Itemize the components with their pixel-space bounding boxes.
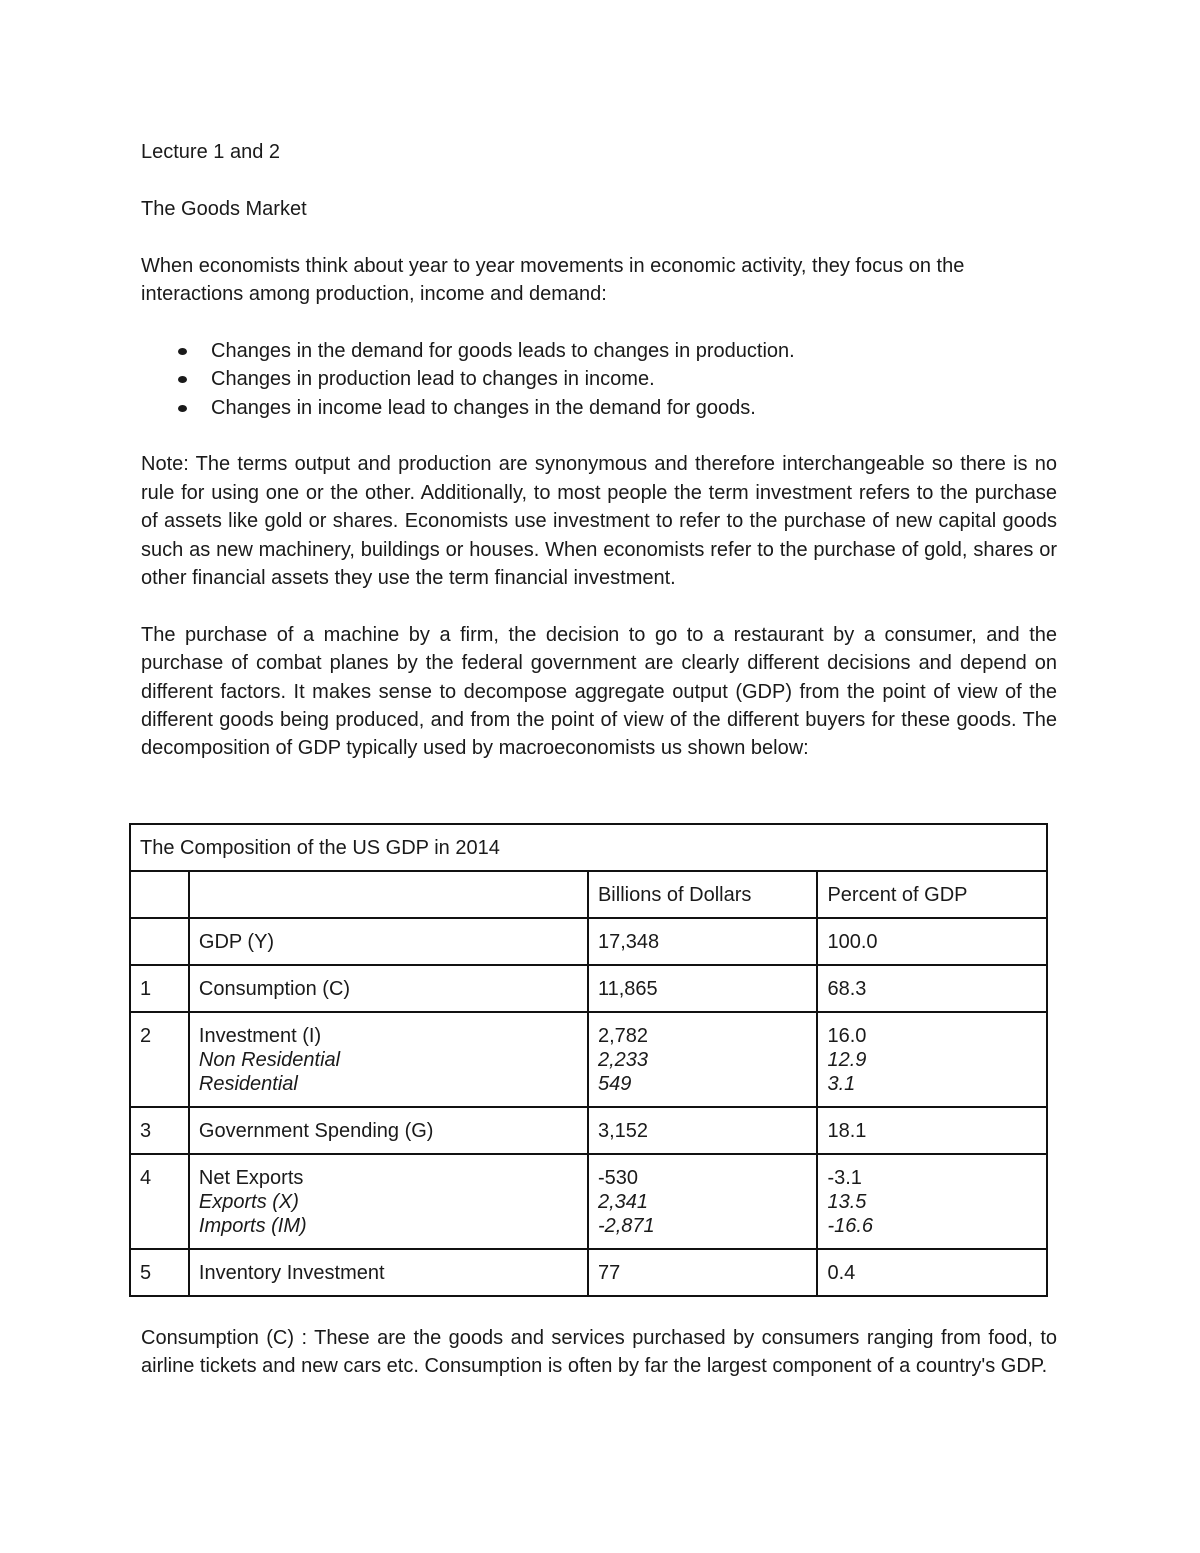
row-label-cell — [189, 1249, 588, 1296]
row-percent: 16.0 — [827, 1025, 867, 1047]
row-billions-cell — [588, 965, 817, 1012]
lecture-heading: Lecture 1 and 2 — [141, 141, 280, 163]
table-row — [130, 918, 1047, 965]
header-label-cell — [189, 871, 588, 918]
row-number-cell — [130, 1249, 189, 1296]
sub-row-billions: 2,233 — [597, 1049, 649, 1071]
row-number-cell — [130, 1154, 189, 1249]
row-number: 1 — [140, 978, 152, 1000]
row-percent-cell — [817, 965, 1047, 1012]
sub-row-percent: 13.5 — [827, 1191, 867, 1213]
bullet-icon — [178, 376, 187, 383]
note-paragraph: Note: The terms output and production are synonymous and therefore interchangeable so there is no rule for using one or the other. Additionally, to most people the term investment refers to the purchase of assets like gold or shares. Economists use investment to refer to the purchase of new capital goods such as new machinery, buildings or houses. When economists refer to the purchase of gold, shares or other financial assets they use the term financial investment. — [141, 453, 1057, 590]
row-percent: -3.1 — [827, 1167, 862, 1189]
list-item-text: Changes in income lead to changes in the demand for goods. — [211, 396, 756, 419]
row-number-cell — [130, 1107, 189, 1154]
row-label: Government Spending (G) — [198, 1120, 434, 1142]
bullet-icon — [178, 348, 187, 355]
consumption-section — [141, 1324, 1057, 1381]
row-label: Inventory Investment — [198, 1262, 385, 1284]
row-number: 3 — [140, 1120, 152, 1142]
list-item — [141, 394, 1057, 422]
sub-row-label: Exports (X) — [198, 1191, 299, 1213]
row-label: Net Exports — [198, 1167, 304, 1189]
intro-paragraph: When economists think about year to year movements in economic activity, they focus on the interactions among production, income and demand: — [141, 254, 965, 305]
table-title-row — [130, 824, 1047, 871]
section-title: The Goods Market — [141, 197, 307, 220]
header-billions: Billions of Dollars — [588, 871, 817, 918]
row-label-cell — [189, 918, 588, 965]
consumption-paragraph: Consumption (C) : These are the goods and services purchased by consumers ranging from food, to airline tickets and new cars etc. Consumption is often by far the largest component of a country's GDP. — [141, 1327, 1057, 1378]
row-percent: 100.0 — [827, 931, 878, 953]
row-billions: -530 — [597, 1167, 638, 1189]
row-number-cell — [130, 918, 189, 965]
sub-row-percent: 3.1 — [827, 1073, 856, 1095]
table-row — [130, 1012, 1047, 1107]
table-row — [130, 965, 1047, 1012]
table-header-row — [130, 871, 1047, 918]
row-percent-cell — [817, 1249, 1047, 1296]
sub-row-billions: -2,871 — [597, 1215, 655, 1237]
bullet-icon — [178, 405, 187, 412]
list-item — [141, 365, 1057, 393]
row-billions: 2,782 — [597, 1025, 649, 1047]
gdp-composition-table — [129, 823, 1048, 1297]
header-num-cell — [130, 871, 189, 918]
row-label-cell — [189, 965, 588, 1012]
sub-row-label: Imports (IM) — [198, 1215, 307, 1237]
row-label-cell — [189, 1154, 588, 1249]
row-billions-cell — [588, 1107, 817, 1154]
row-percent-cell — [817, 1012, 1047, 1107]
row-billions-cell — [588, 1012, 817, 1107]
decomposition-paragraph: The purchase of a machine by a firm, the decision to go to a restaurant by a consumer, and the purchase of combat planes by the federal government are clearly different decisions and depend on different factors. It makes sense to decompose aggregate output (GDP) from the point of view of the different goods being produced, and from the point of view of the different buyers for these goods. The decomposition of GDP typically used by macroeconomists us shown below: — [141, 623, 1057, 760]
row-percent: 0.4 — [827, 1262, 856, 1284]
list-item-text: Changes in the demand for goods leads to changes in production. — [211, 339, 795, 362]
row-label: Investment (I) — [198, 1025, 322, 1047]
row-billions: 11,865 — [597, 978, 658, 1000]
table-row — [130, 1249, 1047, 1296]
table-row — [130, 1107, 1047, 1154]
row-number-cell — [130, 965, 189, 1012]
row-label-cell — [189, 1012, 588, 1107]
row-billions: 17,348 — [597, 931, 660, 953]
sub-row-percent: 12.9 — [827, 1049, 867, 1071]
sub-row-billions: 2,341 — [597, 1191, 649, 1213]
row-label: GDP (Y) — [198, 931, 275, 953]
row-number-cell — [130, 1012, 189, 1107]
row-percent-cell — [817, 1154, 1047, 1249]
row-billions-cell — [588, 1154, 817, 1249]
sub-row-percent: -16.6 — [827, 1215, 874, 1237]
row-number: 5 — [140, 1262, 152, 1284]
header-percent: Percent of GDP — [817, 871, 1047, 918]
sub-row-label: Residential — [198, 1073, 298, 1095]
row-label-cell — [189, 1107, 588, 1154]
sub-row-billions: 549 — [597, 1073, 632, 1095]
table-title: The Composition of the US GDP in 2014 — [130, 824, 1047, 871]
row-number: 2 — [140, 1025, 152, 1047]
row-billions-cell — [588, 1249, 817, 1296]
bullet-list — [141, 337, 1057, 422]
row-percent-cell — [817, 1107, 1047, 1154]
table-row — [130, 1154, 1047, 1249]
row-billions: 77 — [597, 1262, 621, 1284]
list-item — [141, 337, 1057, 365]
row-label: Consumption (C) — [198, 978, 351, 1000]
document-body — [141, 138, 1057, 763]
list-item-text: Changes in production lead to changes in income. — [211, 368, 655, 391]
row-billions: 3,152 — [597, 1120, 649, 1142]
row-percent: 18.1 — [827, 1120, 867, 1142]
row-number: 4 — [140, 1167, 152, 1189]
row-billions-cell — [588, 918, 817, 965]
row-percent: 68.3 — [827, 978, 867, 1000]
row-percent-cell — [817, 918, 1047, 965]
sub-row-label: Non Residential — [198, 1049, 341, 1071]
